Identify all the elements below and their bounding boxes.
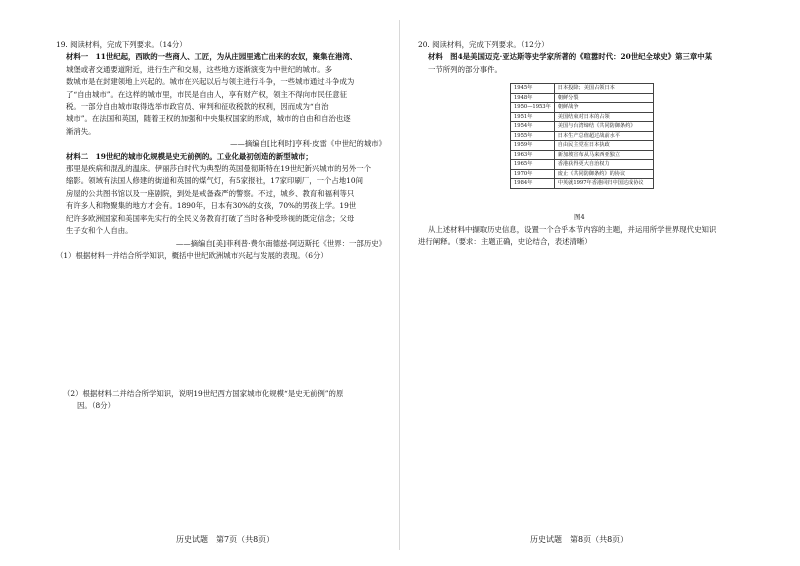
q19-subquestion-2-line: （2）根据材料二并结合所学知识，说明19世纪西方国家城市化规模“是史无前例”的原 [63, 389, 344, 398]
q19-material2-line: 生子女和个人自由。 [66, 226, 133, 236]
event-row [511, 84, 654, 94]
q19-subquestion-2-line: 因。（8分） [77, 401, 115, 411]
event-row [511, 169, 654, 179]
q19-material1-line: 城市”。在法国和英国，随着王权的加强和中央集权国家的形成，城市的自由和自治也逐 [66, 114, 351, 124]
q19-material1-line: 税。一部分自由城市取得选举市政官员、审判和征收税款的权利，因而成为“自治 [66, 102, 329, 112]
event-year: 1951年 [511, 112, 555, 122]
event-year: 1950—1953年 [511, 103, 555, 113]
q19-material2-source: ——摘编自[美]菲利普·费尔南德兹-阿迈斯托《世界：一部历史》 [175, 238, 386, 248]
q19-subquestion-1: （1）根据材料一并结合所学知识，概括中世纪欧洲城市兴起与发展的表现。（6分） [56, 250, 328, 260]
event-description: 废止《共同防御条约》的协议 [554, 169, 653, 179]
event-description: 日本生产总值超过战前水平 [554, 131, 653, 141]
event-description: 朝鲜分裂 [554, 93, 653, 103]
event-year: 1954年 [511, 122, 555, 132]
q19-header: 19. 阅读材料，完成下列要求。（14分） [56, 40, 187, 49]
event-description: 朝鲜战争 [554, 103, 653, 113]
event-row [511, 122, 654, 132]
event-year: 1984年 [511, 179, 555, 189]
q20-material-line: 材料 图4是美国迈克·亚达斯等史学家所著的《喧嚣时代：20世纪全球史》第三章中某 [428, 52, 713, 62]
left-page-footer: 历史试题 第7页（共8页） [176, 535, 275, 544]
event-row [511, 150, 654, 160]
event-row [511, 93, 654, 103]
event-description: 香港获得更大自治权力 [554, 160, 653, 170]
event-year: 1948年 [511, 93, 555, 103]
event-description: 自由民主党在日本执政 [554, 141, 653, 151]
event-row [511, 160, 654, 170]
event-row [511, 103, 654, 113]
q19-material2-line: 材料二 19世纪的城市化规模是史无前例的。工业化最初创造的新型城市； [66, 151, 313, 161]
event-year: 1955年 [511, 131, 555, 141]
q19-material1-line: 渐消失。 [66, 126, 96, 136]
event-row [511, 141, 654, 151]
event-description: 美国与台湾缔结《共同防御条约》 [554, 122, 653, 132]
event-year: 1945年 [511, 84, 555, 94]
q19-material1-line: 了“自由城市”。在这样的城市里，市民是自由人，享有财产权，领主不得向市民任意征 [66, 89, 348, 99]
q20-header: 20. 阅读材料，完成下列要求。（12分） [418, 40, 549, 49]
q19-material2-line: 纪许多欧洲国家和美国率先实行的全民义务教育打破了当时各种受珍视的既定信念；父母 [66, 213, 355, 223]
q19-material1-line: 材料一 11世纪起，西欧的一些商人、工匠，为从庄园里逃亡出来的农奴，聚集在港湾、 [66, 52, 358, 62]
right-page-footer: 历史试题 第8页（共8页） [530, 535, 629, 544]
q19-material2-line: 房屋的公共图书馆以及一座剧院，到处是戒备森严的警察。不过，城乡、教育和福利等只 [66, 188, 355, 198]
event-description: 日本投降；美国占领日本 [554, 84, 653, 94]
event-year: 1970年 [511, 169, 555, 179]
q19-material1-line: 数城市是在封建领地上兴起的。城市在兴起以后与领主进行斗争，一些城市通过斗争成为 [66, 77, 355, 87]
q19-material1-line: 城堡或者交通要道附近，进行生产和交易，这些地方逐渐演变为中世纪的城市。多 [66, 64, 333, 74]
question-20 [418, 39, 758, 76]
event-description: 新加坡宣布从马来西亚独立 [554, 150, 653, 160]
event-year: 1963年 [511, 150, 555, 160]
q20-task-line: 从上述材料中撷取历史信息，设置一个合乎本节内容的主题，并运用所学世界现代史知识 [428, 225, 717, 234]
q19-material2-line: 缩影。领域有法国人修建的街道和英国的煤气灯，有5家报社，17家印刷厂，一个占地10间 [66, 176, 363, 186]
figure-caption: 图4 [574, 213, 585, 221]
q20-material-line: 一节所列的部分事件。 [428, 64, 502, 74]
q20-task [418, 224, 758, 249]
event-year: 1959年 [511, 141, 555, 151]
event-description: 中英就1997年香港回归中国达成协议 [554, 179, 653, 189]
event-row [511, 112, 654, 122]
q20-task-line: 进行阐释。（要求：主题正确，史论结合，表述清晰） [418, 237, 592, 247]
q19-subquestion-2 [63, 388, 383, 413]
question-19 [56, 39, 386, 262]
q19-material2-line: 有许多人和物聚集的地方才会有。1890年，日本有30%的女孩，70%的男孩上学。19世 [66, 201, 357, 211]
event-year: 1965年 [511, 160, 555, 170]
events-table [510, 83, 654, 189]
event-description: 美国结束对日本的占领 [554, 112, 653, 122]
q19-material2-line: 那里是疾病和混乱的温床。伊丽莎白时代为典型的英国曼彻斯特在19世纪新兴城市的另外一个 [66, 164, 372, 174]
q19-material1-source: ——摘编自[比利时]亨利·皮雷《中世纪的城市》 [230, 139, 386, 149]
event-row [511, 179, 654, 189]
event-row [511, 131, 654, 141]
